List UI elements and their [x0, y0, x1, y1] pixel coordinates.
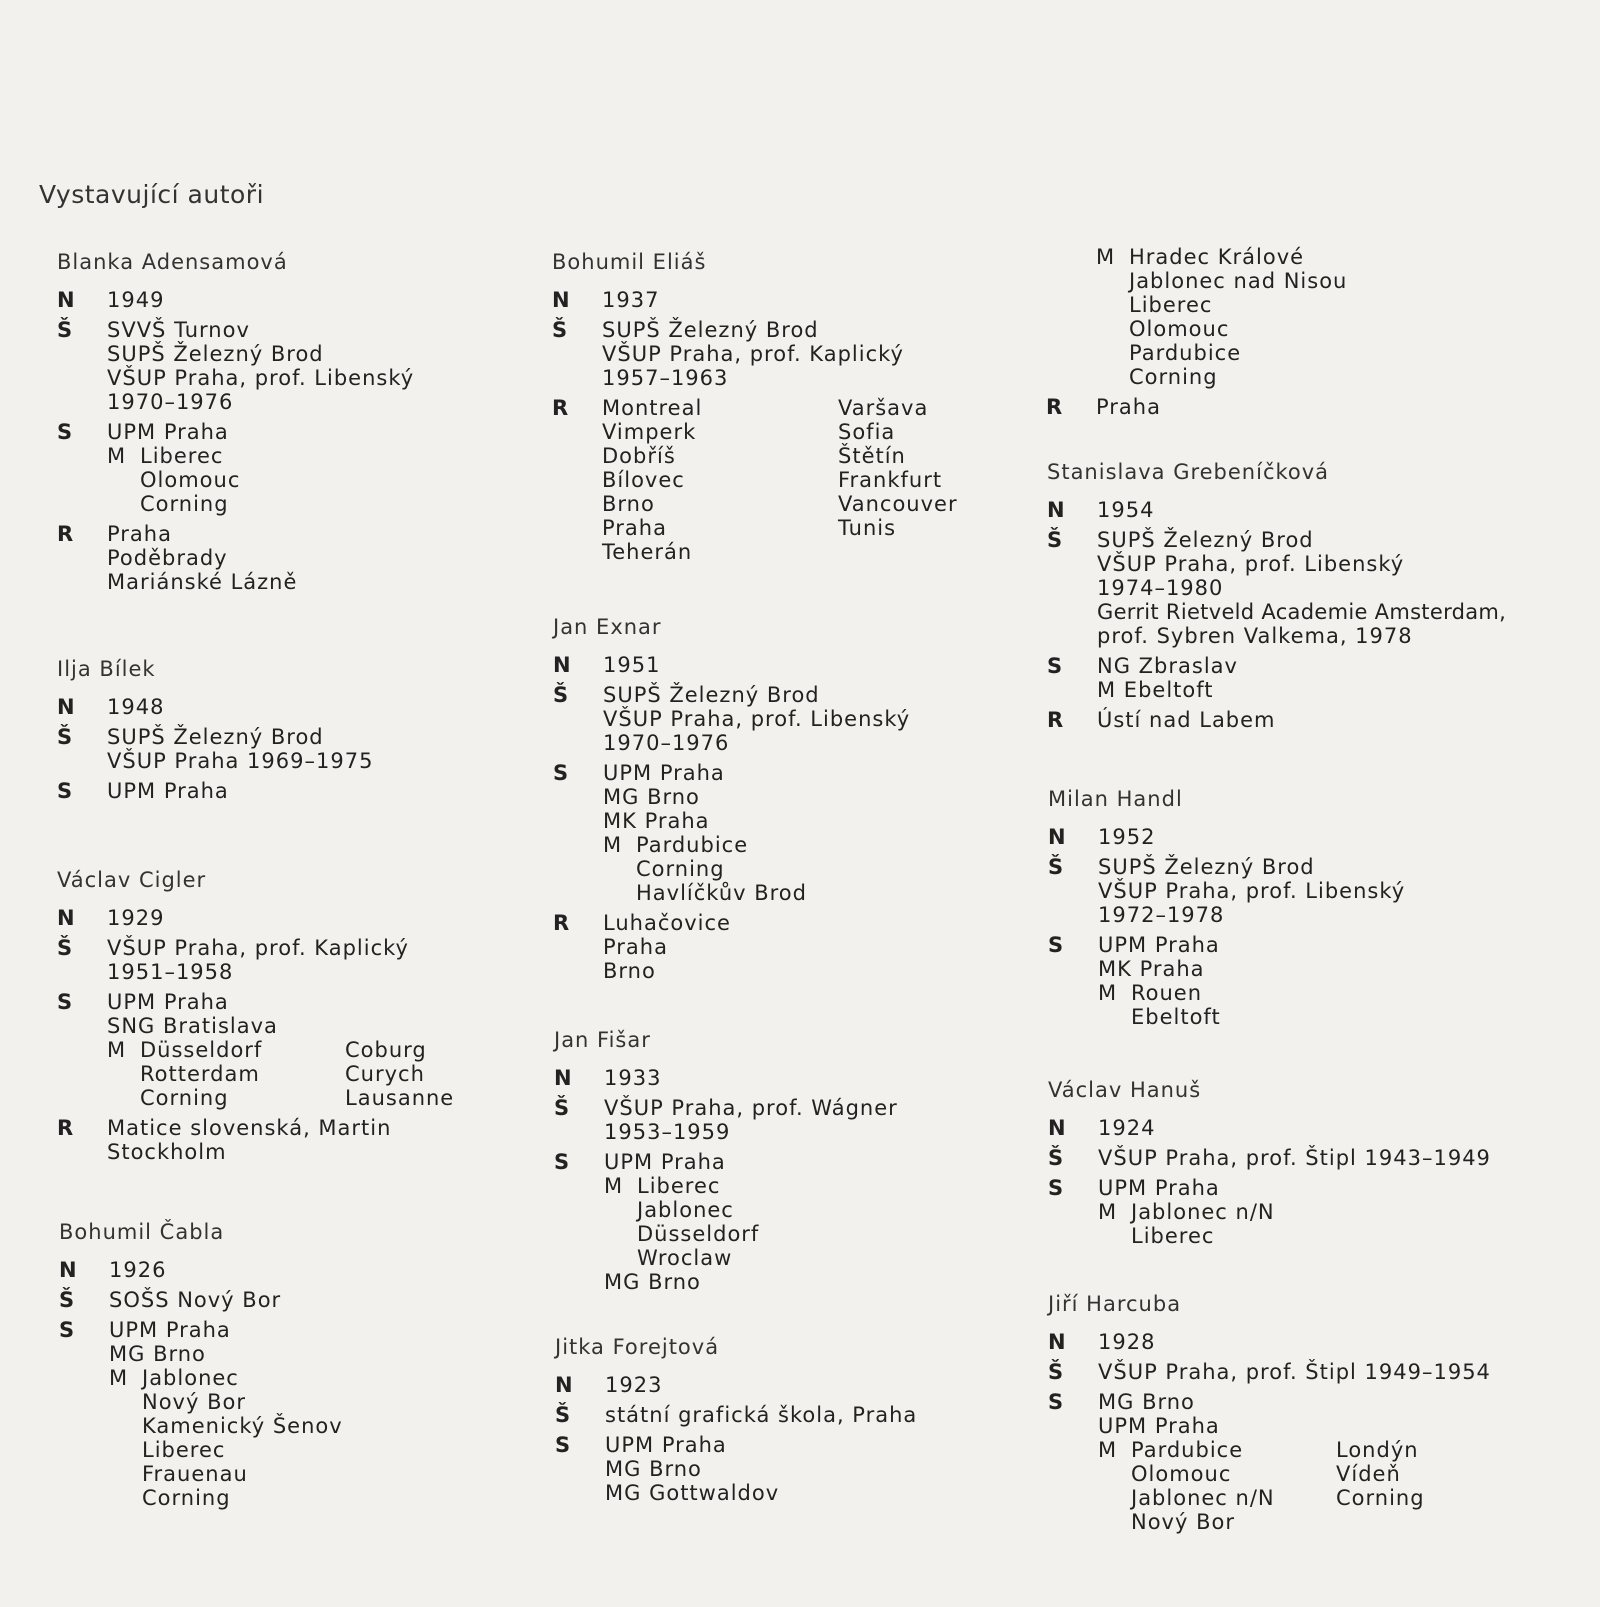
collection-line: MG Brno	[604, 1270, 701, 1294]
school-line: 1951–1958	[107, 960, 234, 984]
museum-line: Wroclaw	[637, 1246, 733, 1270]
collection-line: UPM Praha	[1098, 1414, 1220, 1438]
collection-line: MG Brno	[603, 785, 700, 809]
school-line: 1972–1978	[1098, 903, 1225, 927]
label-collections: S	[57, 779, 74, 803]
museum-line: Jablonec n/N	[1131, 1486, 1275, 1510]
museum-line: Liberec	[140, 444, 224, 468]
museum-line: Düsseldorf	[637, 1222, 760, 1246]
label-realizations: R	[57, 522, 75, 546]
museum-label: M	[1096, 245, 1116, 269]
realization-line: Praha	[603, 935, 668, 959]
author-entry-continued	[1046, 245, 1526, 425]
birth-year: 1951	[603, 653, 661, 677]
museum-line: Olomouc	[1129, 317, 1230, 341]
label-collections: S	[59, 1318, 76, 1342]
author-name: Václav Cigler	[57, 868, 207, 892]
school-line: VŠUP Praha, prof. Kaplický	[602, 342, 904, 366]
school-line: VŠUP Praha, prof. Kaplický	[107, 936, 409, 960]
collection-line: MK Praha	[1098, 957, 1205, 981]
label-birth: N	[555, 1373, 574, 1397]
birth-year: 1926	[109, 1258, 167, 1282]
collection-line: MG Brno	[1098, 1390, 1195, 1414]
school-line: 1957–1963	[602, 366, 729, 390]
label-collections: S	[57, 420, 74, 444]
collection-line: UPM Praha	[603, 761, 725, 785]
museum-line: Frauenau	[142, 1462, 248, 1486]
label-collections: S	[1048, 1176, 1065, 1200]
museum-line: Pardubice	[636, 833, 749, 857]
label-birth: N	[57, 695, 76, 719]
birth-year: 1952	[1098, 825, 1156, 849]
museum-line: Corning	[1336, 1486, 1425, 1510]
author-name: Jan Exnar	[553, 615, 662, 639]
author-name: Stanislava Grebeníčková	[1047, 460, 1330, 484]
collection-line: UPM Praha	[605, 1433, 727, 1457]
collection-line: MG Brno	[109, 1342, 206, 1366]
museum-label: M	[1098, 1200, 1118, 1224]
school-line: 1970–1976	[603, 731, 730, 755]
collection-line: M Ebeltoft	[1097, 678, 1214, 702]
museum-label: M	[107, 1038, 127, 1062]
museum-line: Liberec	[637, 1174, 721, 1198]
label-realizations: R	[552, 396, 570, 420]
museum-line: Jablonec	[637, 1198, 734, 1222]
museum-label: M	[603, 833, 623, 857]
school-line: VŠUP Praha, prof. Štipl 1949–1954	[1098, 1360, 1491, 1384]
author-entry	[57, 250, 537, 600]
school-line: VŠUP Praha, prof. Libenský	[603, 707, 911, 731]
realization-line: Varšava	[838, 396, 929, 420]
author-entry	[1048, 1078, 1528, 1254]
collection-line: UPM Praha	[1098, 933, 1220, 957]
realization-line: Teherán	[602, 540, 693, 564]
collection-line: NG Zbraslav	[1097, 654, 1238, 678]
label-collections: S	[553, 761, 570, 785]
realization-line: Frankfurt	[838, 468, 943, 492]
author-entry	[57, 657, 537, 809]
author-name: Ilja Bílek	[57, 657, 156, 681]
label-realizations: R	[1046, 395, 1064, 419]
realization-line: Štětín	[838, 444, 906, 468]
museum-label: M	[604, 1174, 624, 1198]
label-collections: S	[1048, 1390, 1065, 1414]
label-birth: N	[57, 288, 76, 312]
collection-line: UPM Praha	[1098, 1176, 1220, 1200]
label-birth: N	[1048, 825, 1067, 849]
museum-label: M	[109, 1366, 129, 1390]
label-birth: N	[1047, 498, 1066, 522]
birth-year: 1948	[107, 695, 165, 719]
collection-line: SNG Bratislava	[107, 1014, 278, 1038]
school-line: 1970–1976	[107, 390, 234, 414]
birth-year: 1954	[1097, 498, 1155, 522]
label-school: Š	[57, 725, 74, 749]
author-name: Bohumil Čabla	[59, 1220, 225, 1244]
school-line: SUPŠ Železný Brod	[107, 342, 324, 366]
collection-line: UPM Praha	[107, 420, 229, 444]
museum-line: Havlíčkův Brod	[636, 881, 807, 905]
museum-line: Corning	[142, 1486, 231, 1510]
realization-line: Poděbrady	[107, 546, 228, 570]
label-birth: N	[554, 1066, 573, 1090]
birth-year: 1949	[107, 288, 165, 312]
label-birth: N	[552, 288, 571, 312]
realization-line: Luhačovice	[603, 911, 731, 935]
label-collections: S	[1047, 654, 1064, 678]
birth-year: 1924	[1098, 1116, 1156, 1140]
birth-year: 1937	[602, 288, 660, 312]
museum-line: Liberec	[1129, 293, 1213, 317]
realization-line: Stockholm	[107, 1140, 227, 1164]
realization-line: Dobříš	[602, 444, 676, 468]
label-birth: N	[59, 1258, 78, 1282]
museum-label: M	[1098, 1438, 1118, 1462]
museum-line: Jablonec	[142, 1366, 239, 1390]
author-entry	[555, 1335, 1035, 1511]
school-line: SUPŠ Železný Brod	[107, 725, 324, 749]
label-collections: S	[1048, 933, 1065, 957]
realization-line: Vancouver	[838, 492, 958, 516]
school-line: Gerrit Rietveld Academie Amsterdam,	[1097, 600, 1507, 624]
author-name: Václav Hanuš	[1048, 1078, 1202, 1102]
birth-year: 1923	[605, 1373, 663, 1397]
collection-line: MG Brno	[605, 1457, 702, 1481]
museum-line: Lausanne	[345, 1086, 455, 1110]
label-school: Š	[57, 936, 74, 960]
museum-line: Pardubice	[1129, 341, 1242, 365]
museum-line: Jablonec n/N	[1131, 1200, 1275, 1224]
label-school: Š	[1048, 1146, 1065, 1170]
museum-line: Coburg	[345, 1038, 427, 1062]
museum-label: M	[107, 444, 127, 468]
school-line: VŠUP Praha, prof. Libenský	[1097, 552, 1405, 576]
author-entry	[1048, 787, 1528, 1035]
museum-line: Corning	[1129, 365, 1218, 389]
realization-line: Sofia	[838, 420, 896, 444]
label-school: Š	[1048, 855, 1065, 879]
author-entry	[1048, 1292, 1528, 1540]
author-name: Jiří Harcuba	[1048, 1292, 1182, 1316]
museum-line: Pardubice	[1131, 1438, 1244, 1462]
label-school: Š	[553, 683, 570, 707]
label-birth: N	[57, 906, 76, 930]
author-name: Bohumil Eliáš	[552, 250, 707, 274]
school-line: SUPŠ Železný Brod	[1097, 528, 1314, 552]
school-line: SUPŠ Železný Brod	[603, 683, 820, 707]
label-realizations: R	[553, 911, 571, 935]
museum-label: M	[1098, 981, 1118, 1005]
realization-line: Matice slovenská, Martin	[107, 1116, 392, 1140]
school-line: prof. Sybren Valkema, 1978	[1097, 624, 1413, 648]
label-school: Š	[59, 1288, 76, 1312]
label-collections: S	[555, 1433, 572, 1457]
museum-line: Düsseldorf	[140, 1038, 263, 1062]
museum-line: Jablonec nad Nisou	[1129, 269, 1348, 293]
author-name: Blanka Adensamová	[57, 250, 288, 274]
school-line: SOŠS Nový Bor	[109, 1288, 282, 1312]
collection-line: UPM Praha	[107, 779, 229, 803]
school-line: státní grafická škola, Praha	[605, 1403, 918, 1427]
museum-line: Corning	[140, 492, 229, 516]
museum-line: Londýn	[1336, 1438, 1419, 1462]
school-line: VŠUP Praha, prof. Libenský	[1098, 879, 1406, 903]
museum-line: Corning	[636, 857, 725, 881]
label-school: Š	[554, 1096, 571, 1120]
author-name: Milan Handl	[1048, 787, 1183, 811]
school-line: SUPŠ Železný Brod	[1098, 855, 1315, 879]
museum-line: Kamenický Šenov	[142, 1414, 343, 1438]
author-entry	[552, 250, 1012, 570]
realization-line: Mariánské Lázně	[107, 570, 298, 594]
realization-line: Praha	[602, 516, 667, 540]
school-line: 1953–1959	[604, 1120, 731, 1144]
museum-line: Corning	[140, 1086, 229, 1110]
label-school: Š	[552, 318, 569, 342]
museum-line: Hradec Králové	[1129, 245, 1305, 269]
label-birth: N	[1048, 1116, 1067, 1140]
school-line: SVVŠ Turnov	[107, 318, 250, 342]
realization-line: Vimperk	[602, 420, 697, 444]
label-school: Š	[57, 318, 74, 342]
label-collections: S	[554, 1150, 571, 1174]
museum-line: Liberec	[1131, 1224, 1215, 1248]
realization-line: Brno	[603, 959, 656, 983]
museum-line: Vídeň	[1336, 1462, 1401, 1486]
label-school: Š	[555, 1403, 572, 1427]
school-line: VŠUP Praha 1969–1975	[107, 749, 374, 773]
label-realizations: R	[57, 1116, 75, 1140]
spacer	[1046, 245, 1096, 389]
school-line: VŠUP Praha, prof. Wágner	[604, 1096, 898, 1120]
realization-line: Bílovec	[602, 468, 685, 492]
realization-line: Ústí nad Labem	[1097, 708, 1276, 732]
collection-line: UPM Praha	[109, 1318, 231, 1342]
school-line: 1974–1980	[1097, 576, 1224, 600]
museum-line: Nový Bor	[142, 1390, 246, 1414]
birth-year: 1928	[1098, 1330, 1156, 1354]
collection-line: UPM Praha	[107, 990, 229, 1014]
collection-line: MG Gottwaldov	[605, 1481, 780, 1505]
museum-line: Rouen	[1131, 981, 1203, 1005]
realization-line: Praha	[1096, 395, 1161, 419]
label-realizations: R	[1047, 708, 1065, 732]
author-name: Jitka Forejtová	[555, 1335, 720, 1359]
school-line: VŠUP Praha, prof. Libenský	[107, 366, 415, 390]
school-line: SUPŠ Železný Brod	[602, 318, 819, 342]
museum-line: Olomouc	[140, 468, 241, 492]
museum-line: Olomouc	[1131, 1462, 1232, 1486]
author-entry	[554, 1028, 1034, 1300]
author-entry	[553, 615, 1033, 989]
label-school: Š	[1048, 1360, 1065, 1384]
birth-year: 1929	[107, 906, 165, 930]
label-collections: S	[57, 990, 74, 1014]
school-line: VŠUP Praha, prof. Štipl 1943–1949	[1098, 1146, 1491, 1170]
realization-line: Brno	[602, 492, 655, 516]
label-birth: N	[1048, 1330, 1067, 1354]
birth-year: 1933	[604, 1066, 662, 1090]
label-school: Š	[1047, 528, 1064, 552]
collection-line: MK Praha	[603, 809, 710, 833]
author-entry	[59, 1220, 539, 1516]
author-entry	[57, 868, 537, 1170]
realization-line: Montreal	[602, 396, 703, 420]
museum-line: Rotterdam	[140, 1062, 260, 1086]
realization-line: Tunis	[838, 516, 897, 540]
museum-line: Liberec	[142, 1438, 226, 1462]
page-title: Vystavující autoři	[39, 180, 265, 209]
collection-line: UPM Praha	[604, 1150, 726, 1174]
label-birth: N	[553, 653, 572, 677]
author-entry	[1047, 460, 1567, 738]
realization-line: Praha	[107, 522, 172, 546]
museum-line: Ebeltoft	[1131, 1005, 1221, 1029]
author-name: Jan Fišar	[554, 1028, 651, 1052]
museum-line: Curych	[345, 1062, 425, 1086]
museum-line: Nový Bor	[1131, 1510, 1235, 1534]
